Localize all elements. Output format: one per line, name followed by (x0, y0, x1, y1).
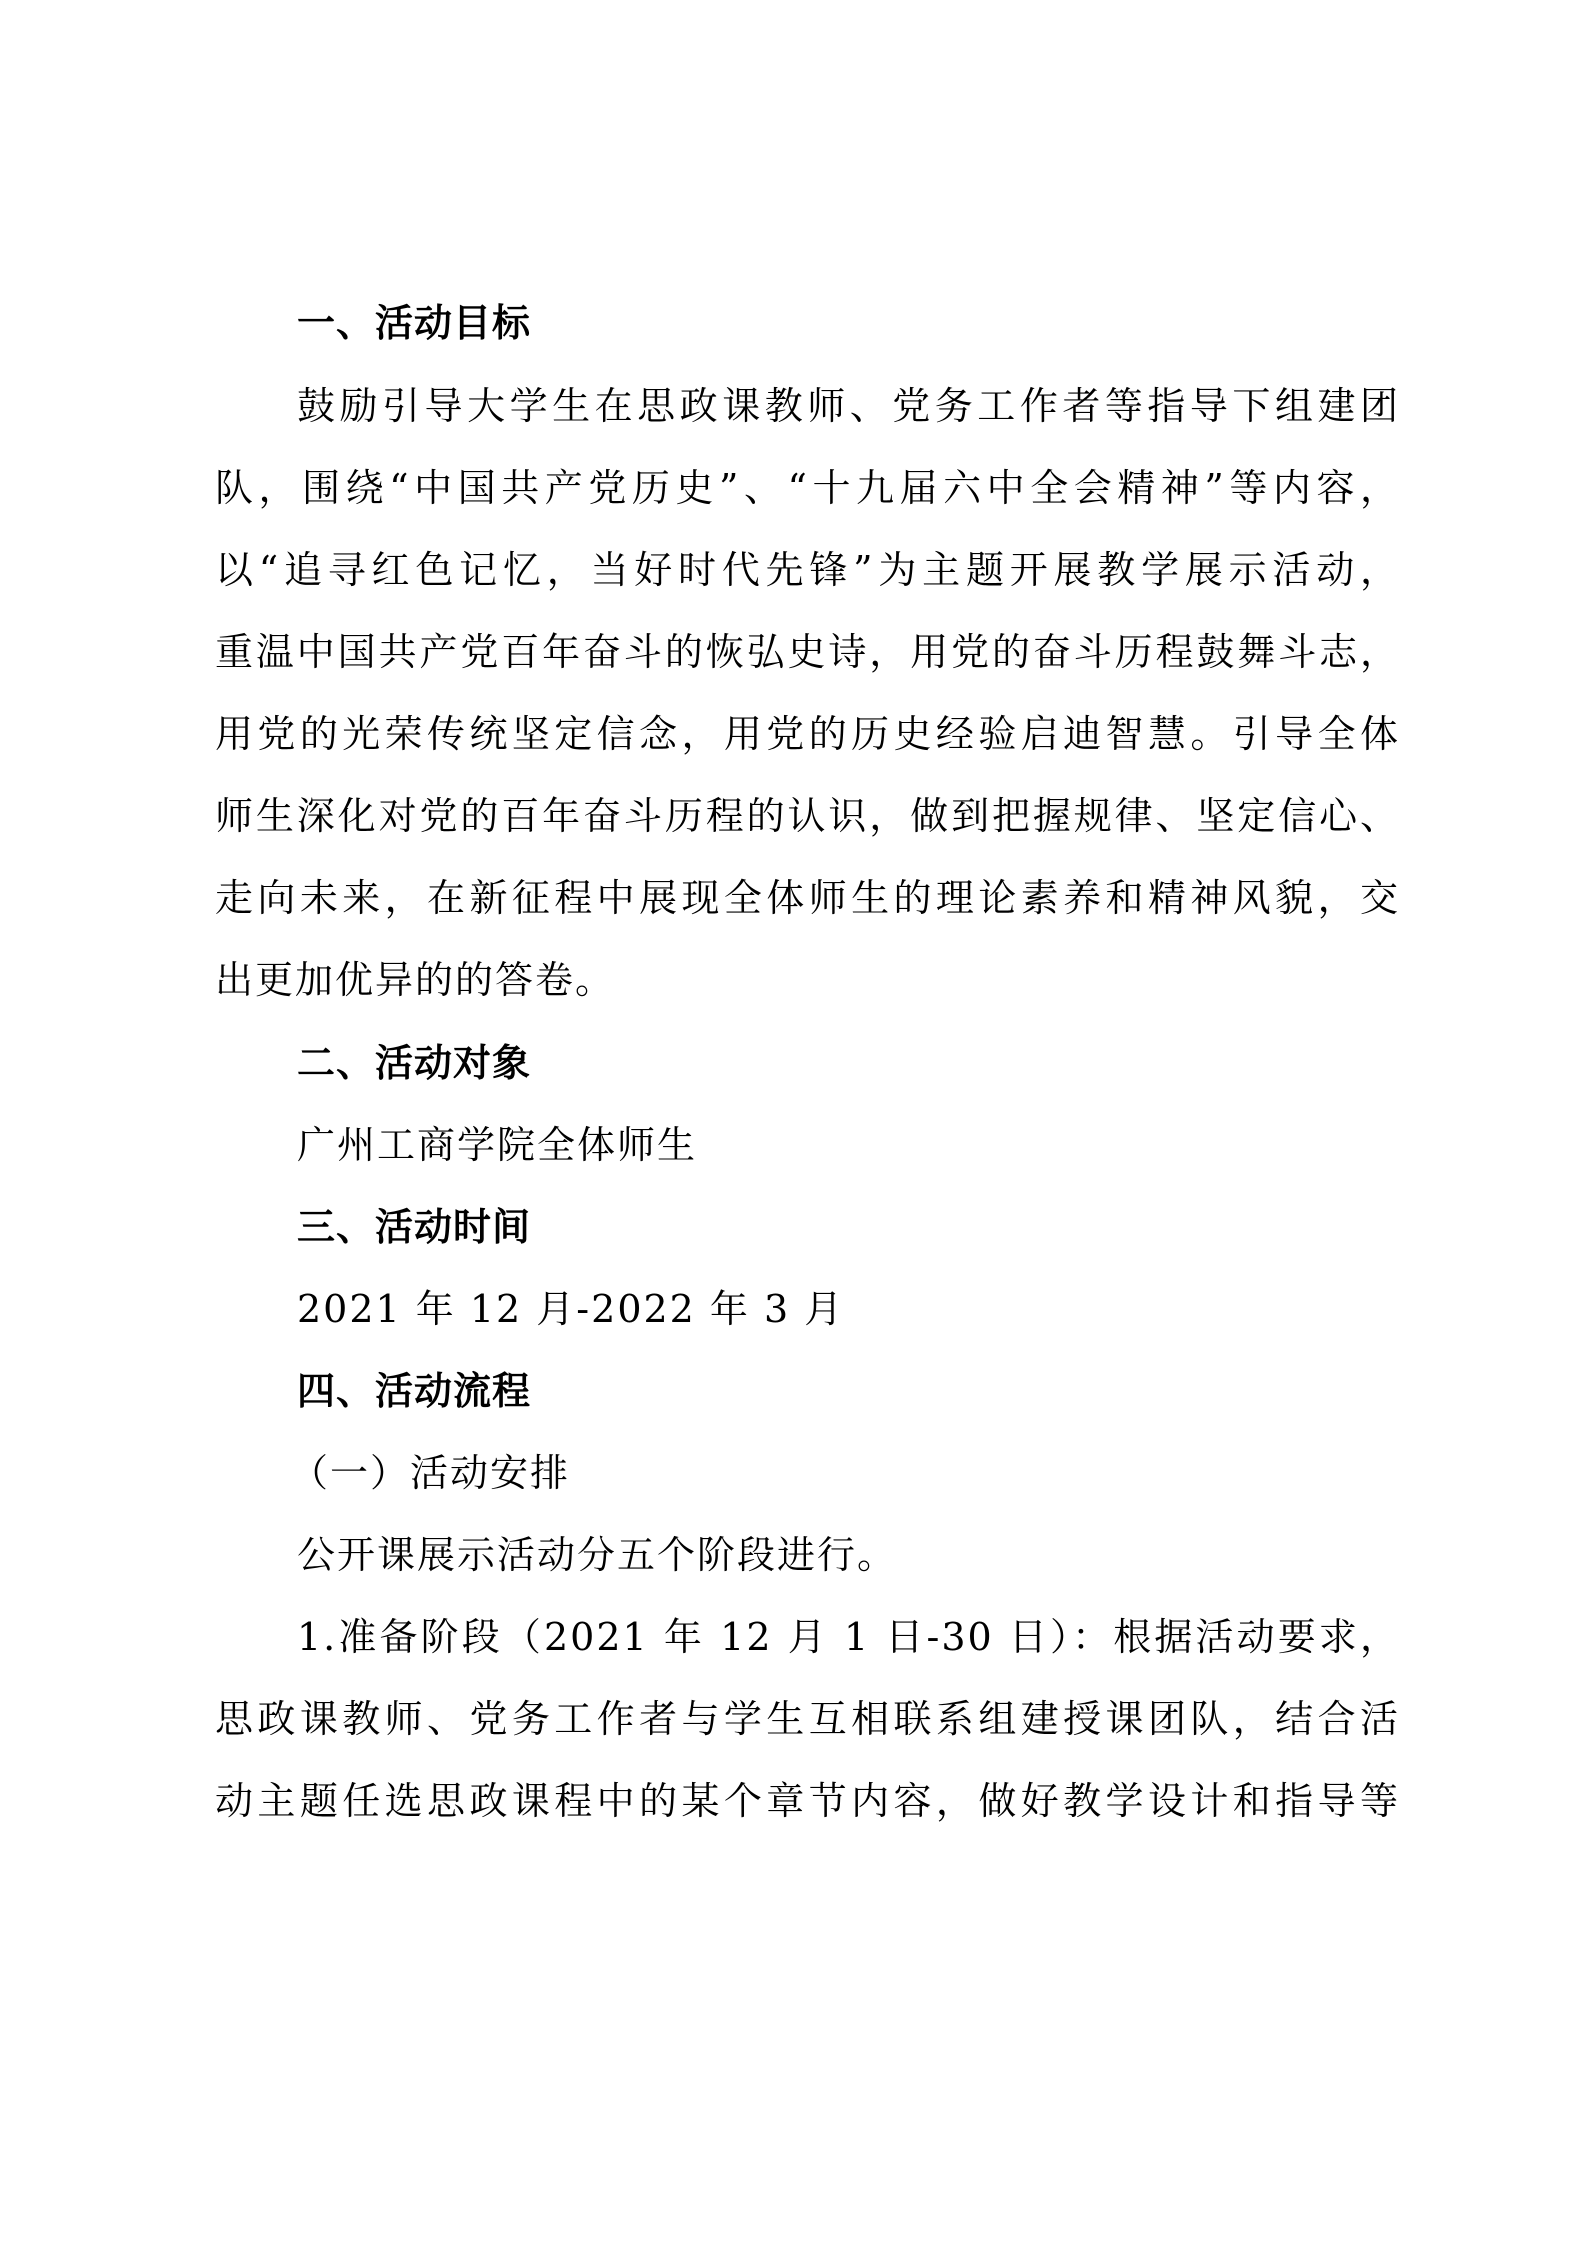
paragraph-line: 出更加优异的的答卷。 (215, 958, 616, 1002)
section-heading-audience: 二、活动对象 (297, 1041, 532, 1085)
paragraph-line: 队，围绕“中国共产党历史”、“十九届六中全会精神”等内容， (215, 466, 1400, 510)
paragraph-line: 1.准备阶段（2021 年 12 月 1 日-30 日）：根据活动要求， (297, 1615, 1400, 1659)
paragraph-line: 走向未来，在新征程中展现全体师生的理论素养和精神风貌，交 (215, 876, 1400, 920)
paragraph-line: 鼓励引导大学生在思政课教师、党务工作者等指导下组建团 (297, 384, 1400, 428)
time-text: 2021 年 12 月-2022 年 3 月 (297, 1287, 845, 1331)
subheading-arrangement: （一）活动安排 (290, 1451, 571, 1495)
paragraph-line: 动主题任选思政课程中的某个章节内容，做好教学设计和指导等 (215, 1779, 1400, 1823)
paragraph-line: 思政课教师、党务工作者与学生互相联系组建授课团队，结合活 (215, 1697, 1400, 1741)
paragraph-line: 师生深化对党的百年奋斗历程的认识，做到把握规律、坚定信心、 (215, 794, 1400, 838)
arrangement-intro: 公开课展示活动分五个阶段进行。 (297, 1533, 898, 1577)
section-heading-goals: 一、活动目标 (297, 301, 532, 345)
paragraph-line: 以“追寻红色记忆，当好时代先锋”为主题开展教学展示活动， (215, 548, 1400, 592)
audience-text: 广州工商学院全体师生 (297, 1123, 698, 1167)
paragraph-line: 用党的光荣传统坚定信念，用党的历史经验启迪智慧。引导全体 (215, 712, 1400, 756)
section-heading-process: 四、活动流程 (297, 1369, 532, 1413)
paragraph-line: 重温中国共产党百年奋斗的恢弘史诗，用党的奋斗历程鼓舞斗志， (215, 630, 1400, 674)
section-heading-time: 三、活动时间 (297, 1205, 532, 1249)
